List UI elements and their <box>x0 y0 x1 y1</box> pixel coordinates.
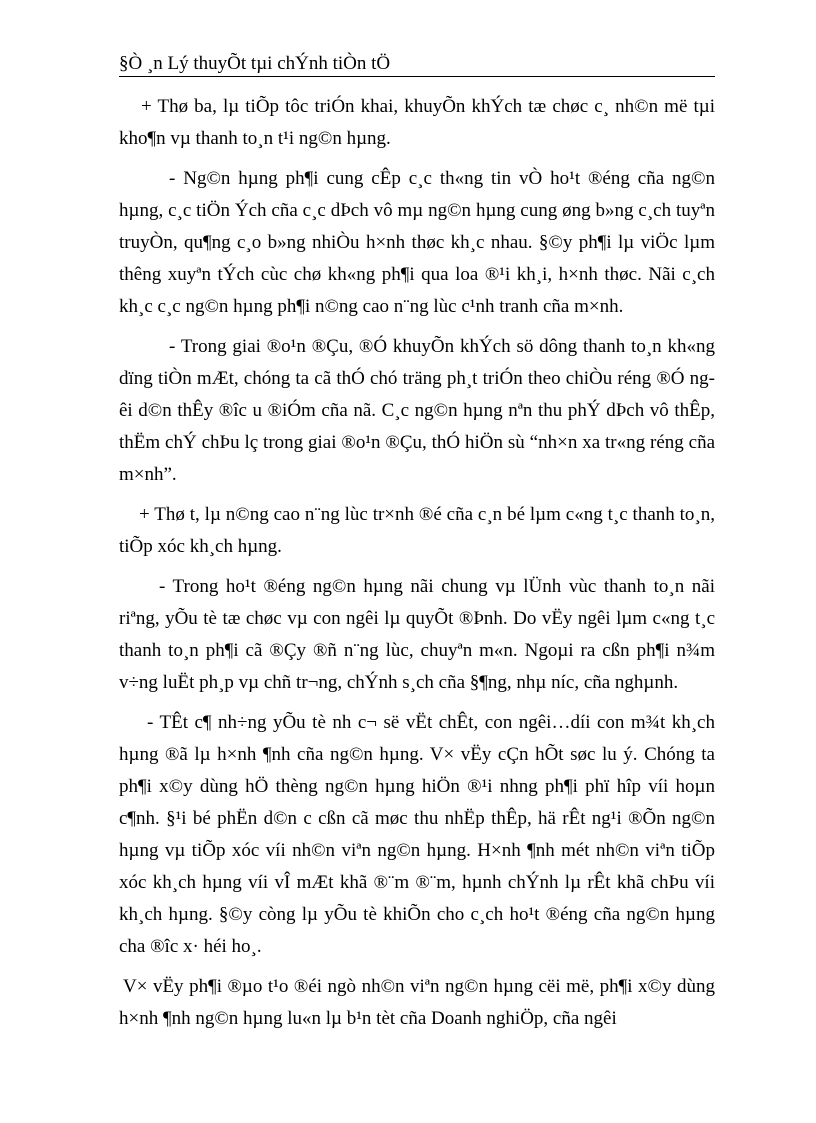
document-body <box>119 91 715 1043</box>
paragraph-1: + Thø ba, lµ tiÕp tôc triÓn khai, khuyÕn khÝch tæ chøc c¸ nh©n më tµi kho¶n vµ thanh to¸n t¹i ng©n hµng. <box>119 96 715 149</box>
paragraph-6: - TÊt c¶ nh÷ng yÕu tè nh c¬ së vËt chÊt, con ngêi…díi con m¾t kh¸ch hµng ®ã lµ h×nh ¶nh cña ng©n hµng. V× vËy cÇn hÕt søc lu ý. Chóng ta ph¶i x©y dùng hÖ thèng ng©n hµng hiÖn ®¹i nhng ph¶i phï hîp víi hoµn c¶nh. §¹i bé phËn d©n c cßn cã møc thu nhËp thÊp, hä rÊt ng¹i ®Õn ng©n hµng vµ tiÕp xóc víi nh©n viªn ng©n hµng. H×nh ¶nh mét nh©n viªn tiÕp xóc kh¸ch hµng víi vÎ mÆt khã ®¨m ®¨m, hµnh chÝnh lµ rÊt khã chÞu víi kh¸ch hµng. §©y còng lµ yÕu tè khiÕn cho c¸ch ho¹t ®éng cña ng©n hµng cha ®îc x· héi ho¸. <box>119 712 715 957</box>
paragraph-2: - Ng©n hµng ph¶i cung cÊp c¸c th«ng tin vÒ ho¹t ®éng cña ng©n hµng, c¸c tiÖn Ých cña c¸c dÞch vô mµ ng©n hµng cung øng b»ng c¸ch tuyªn truyÒn, qu¶ng c¸o b»ng nhiÒu h×nh thøc kh¸c nhau. §©y ph¶i lµ viÖc lµm thêng xuyªn tÝch cùc chø kh«ng ph¶i qua loa ®¹i kh¸i, h×nh thøc. Nãi c¸ch kh¸c c¸c ng©n hµng ph¶i n©ng cao n¨ng lùc c¹nh tranh cña m×nh. <box>119 168 715 317</box>
running-header: §Ò ¸n Lý thuyÕt tµi chÝnh tiÒn tÖ <box>119 53 391 74</box>
paragraph-4: + Thø t, lµ n©ng cao n¨ng lùc tr×nh ®é cña c¸n bé lµm c«ng t¸c thanh to¸n, tiÕp xóc kh¸ch hµng. <box>119 504 715 557</box>
paragraph-5: - Trong ho¹t ®éng ng©n hµng nãi chung vµ lÜnh vùc thanh to¸n nãi riªng, yÕu tè tæ chøc vµ con ngêi lµ quyÕt ®Þnh. Do vËy ngêi lµm c«ng t¸c thanh to¸n ph¶i cã ®Çy ®ñ n¨ng lùc, chuyªn m«n. Ngoµi ra cßn ph¶i n¾m v÷ng luËt ph¸p vµ chñ tr¬ng, chÝnh s¸ch cña §¶ng, nhµ níc, cña nghµnh. <box>119 576 715 693</box>
paragraph-7: V× vËy ph¶i ®µo t¹o ®éi ngò nh©n viªn ng©n hµng cëi më, ph¶i x©y dùng h×nh ¶nh ng©n hµng lu«n lµ b¹n tèt cña Doanh nghiÖp, cña ngêi <box>119 976 715 1029</box>
header-rule <box>119 76 715 77</box>
paragraph-3: - Trong giai ®o¹n ®Çu, ®Ó khuyÕn khÝch sö dông thanh to¸n kh«ng dïng tiÒn mÆt, chóng ta cã thÓ chó träng ph¸t triÓn theo chiÒu réng ®Ó ngêi d©n thÊy ®îc u ®iÓm cña nã. C¸c ng©n hµng nªn thu phÝ dÞch vô thÊp, thËm chÝ chÞu lç trong giai ®o¹n ®Çu, thÓ hiÖn sù “nh×n xa tr«ng réng cña m×nh”. <box>119 336 715 485</box>
